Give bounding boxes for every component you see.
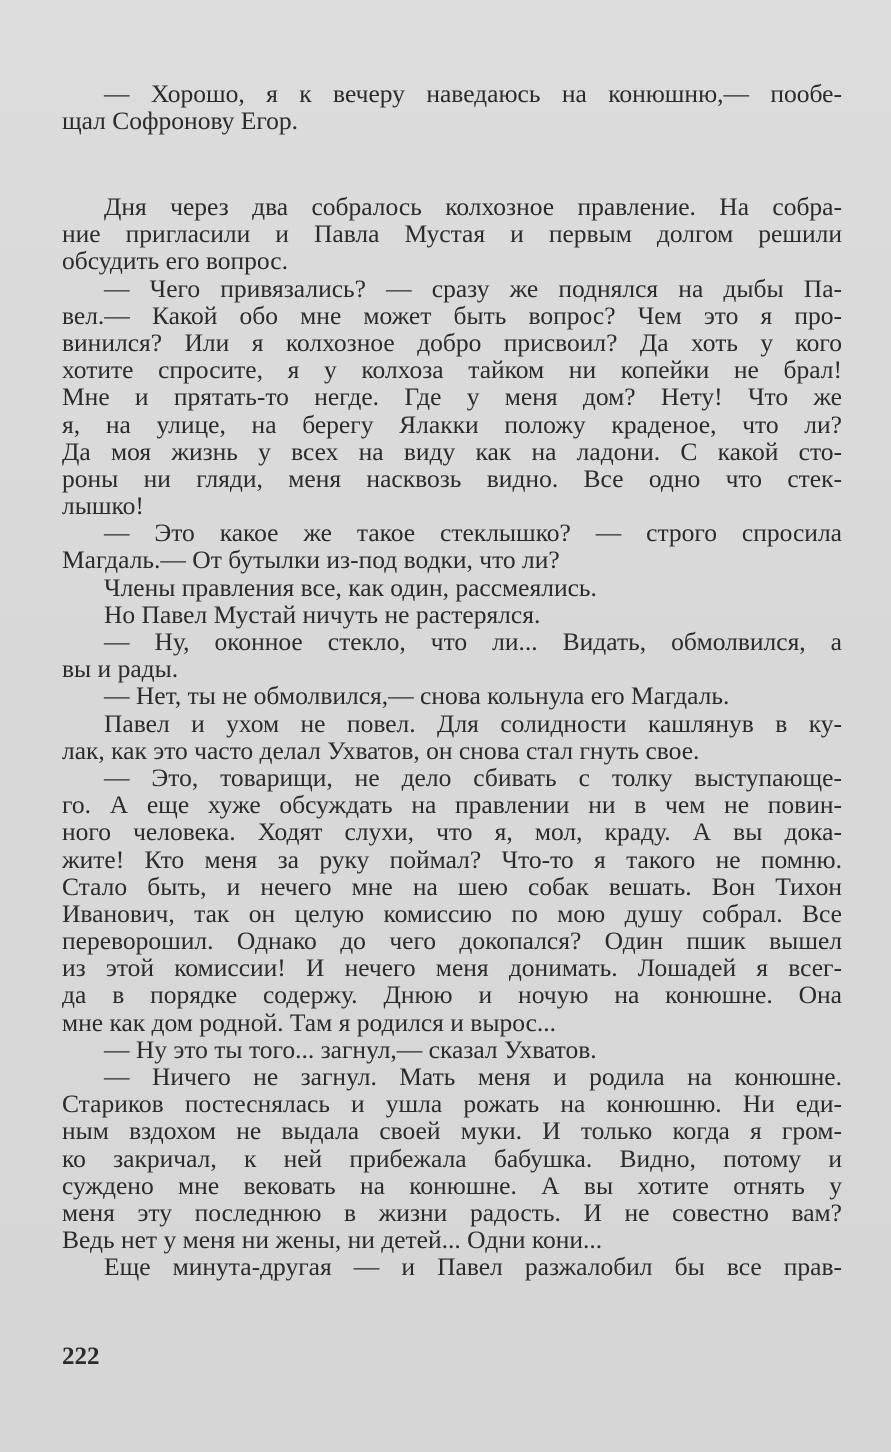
text-line: — Хорошо, я к вечеру наведаюсь на конюшню,— пообе- [104, 79, 842, 108]
text-line: ко закричал, к ней прибежала бабушка. Видно, потому и [62, 1143, 842, 1173]
text-line: — Это, товарищи, не дело сбивать с толку выступающе- [104, 762, 842, 792]
text-line: из этой комиссии! И нечего меня донимать. Лошадей я всег- [62, 953, 842, 983]
text-line: Стариков постеснялась и ушла рожать на конюшню. Ни еди- [62, 1089, 842, 1119]
text-line: Но Павел Мустай ничуть не растерялся. [104, 599, 541, 629]
text-line: вел.— Какой обо мне может быть вопрос? Чем это я про- [62, 300, 842, 330]
text-line: — Нет, ты не обмолвился,— снова кольнула его Магдаль. [104, 681, 730, 711]
page-number: 222 [62, 1343, 100, 1370]
text-line: лак, как это часто делал Ухватов, он снова стал гнуть свое. [62, 735, 700, 765]
text-line: ние пригласили и Павла Мустая и первым долгом решили [62, 219, 842, 249]
text-line: мне как дом родной. Там я родился и вырос... [62, 1007, 557, 1037]
text-line: — Чего привязались? — сразу же поднялся на дыбы Па- [104, 273, 842, 303]
text-line: — Ну это ты того... загнул,— сказал Ухватов. [104, 1034, 597, 1064]
text-line: Да моя жизнь у всех на виду как на ладони. С какой сто- [62, 436, 842, 466]
text-line: щал Софронову Егор. [62, 106, 299, 136]
top-paragraph [62, 80, 842, 134]
text-line: Члены правления все, как один, рассмеялись. [104, 572, 597, 602]
text-line: — Ничего не загнул. Мать меня и родила на конюшне. [104, 1062, 842, 1091]
text-line: Дня через два собралось колхозное правление. На собра- [104, 192, 842, 221]
text-line: ного человека. Ходят слухи, что я, мол, краду. А вы дока- [62, 817, 842, 847]
text-line: переворошил. Однако до чего докопался? Один пшик вышел [62, 926, 842, 956]
text-line: жите! Кто меня за руку поймал? Что-то я такого не помню. [62, 844, 842, 874]
text-line: Стало быть, и нечего мне на шею собак вешать. Вон Тихон [62, 871, 842, 901]
text-line: — Это какое же такое стеклышко? — строго спросила [104, 518, 842, 548]
text-line: лышко! [62, 491, 144, 521]
text-line: — Ну, оконное стекло, что ли... Видать, обмолвился, а [104, 627, 842, 656]
main-text [62, 193, 842, 1281]
text-line: суждено мне вековать на конюшне. А вы хотите отнять у [62, 1170, 842, 1200]
text-line: меня эту последнюю в жизни радость. И не совестно вам? [62, 1197, 842, 1227]
text-line: Мне и прятать-то негде. Где у меня дом? Нету! Что же [62, 382, 842, 412]
text-line: Павел и ухом не повел. Для солидности кашлянув в ку- [104, 708, 842, 738]
text-line: ным вздохом не выдала своей муки. И только когда я гром- [62, 1116, 842, 1146]
text-line: я, на улице, на берегу Ялакки положу краденое, что ли? [62, 409, 842, 439]
text-line: да в порядке содержу. Днюю и ночую на конюшне. Она [62, 980, 842, 1010]
text-line: Ведь нет у меня ни жены, ни детей... Одни кони... [62, 1225, 603, 1255]
text-line: хотите спросите, я у колхоза тайком ни копейки не брал! [62, 355, 842, 385]
text-line: вы и рады. [62, 654, 179, 684]
text-line: винился? Или я колхозное добро присвоил? Да хоть у кого [62, 327, 842, 357]
text-line: Иванович, так он целую комиссию по мою душу собрал. Все [62, 898, 842, 928]
text-line: го. А еще хуже обсуждать на правлении ни в чем не повин- [62, 790, 842, 820]
text-line: роны ни гляди, меня насквозь видно. Все одно что стек- [62, 463, 842, 493]
text-line: обсудить его вопрос. [62, 246, 288, 276]
text-line: Магдаль.— От бутылки из-под водки, что ли? [62, 545, 560, 575]
text-line: Еще минута-другая — и Павел разжалобил бы все прав- [104, 1252, 842, 1282]
